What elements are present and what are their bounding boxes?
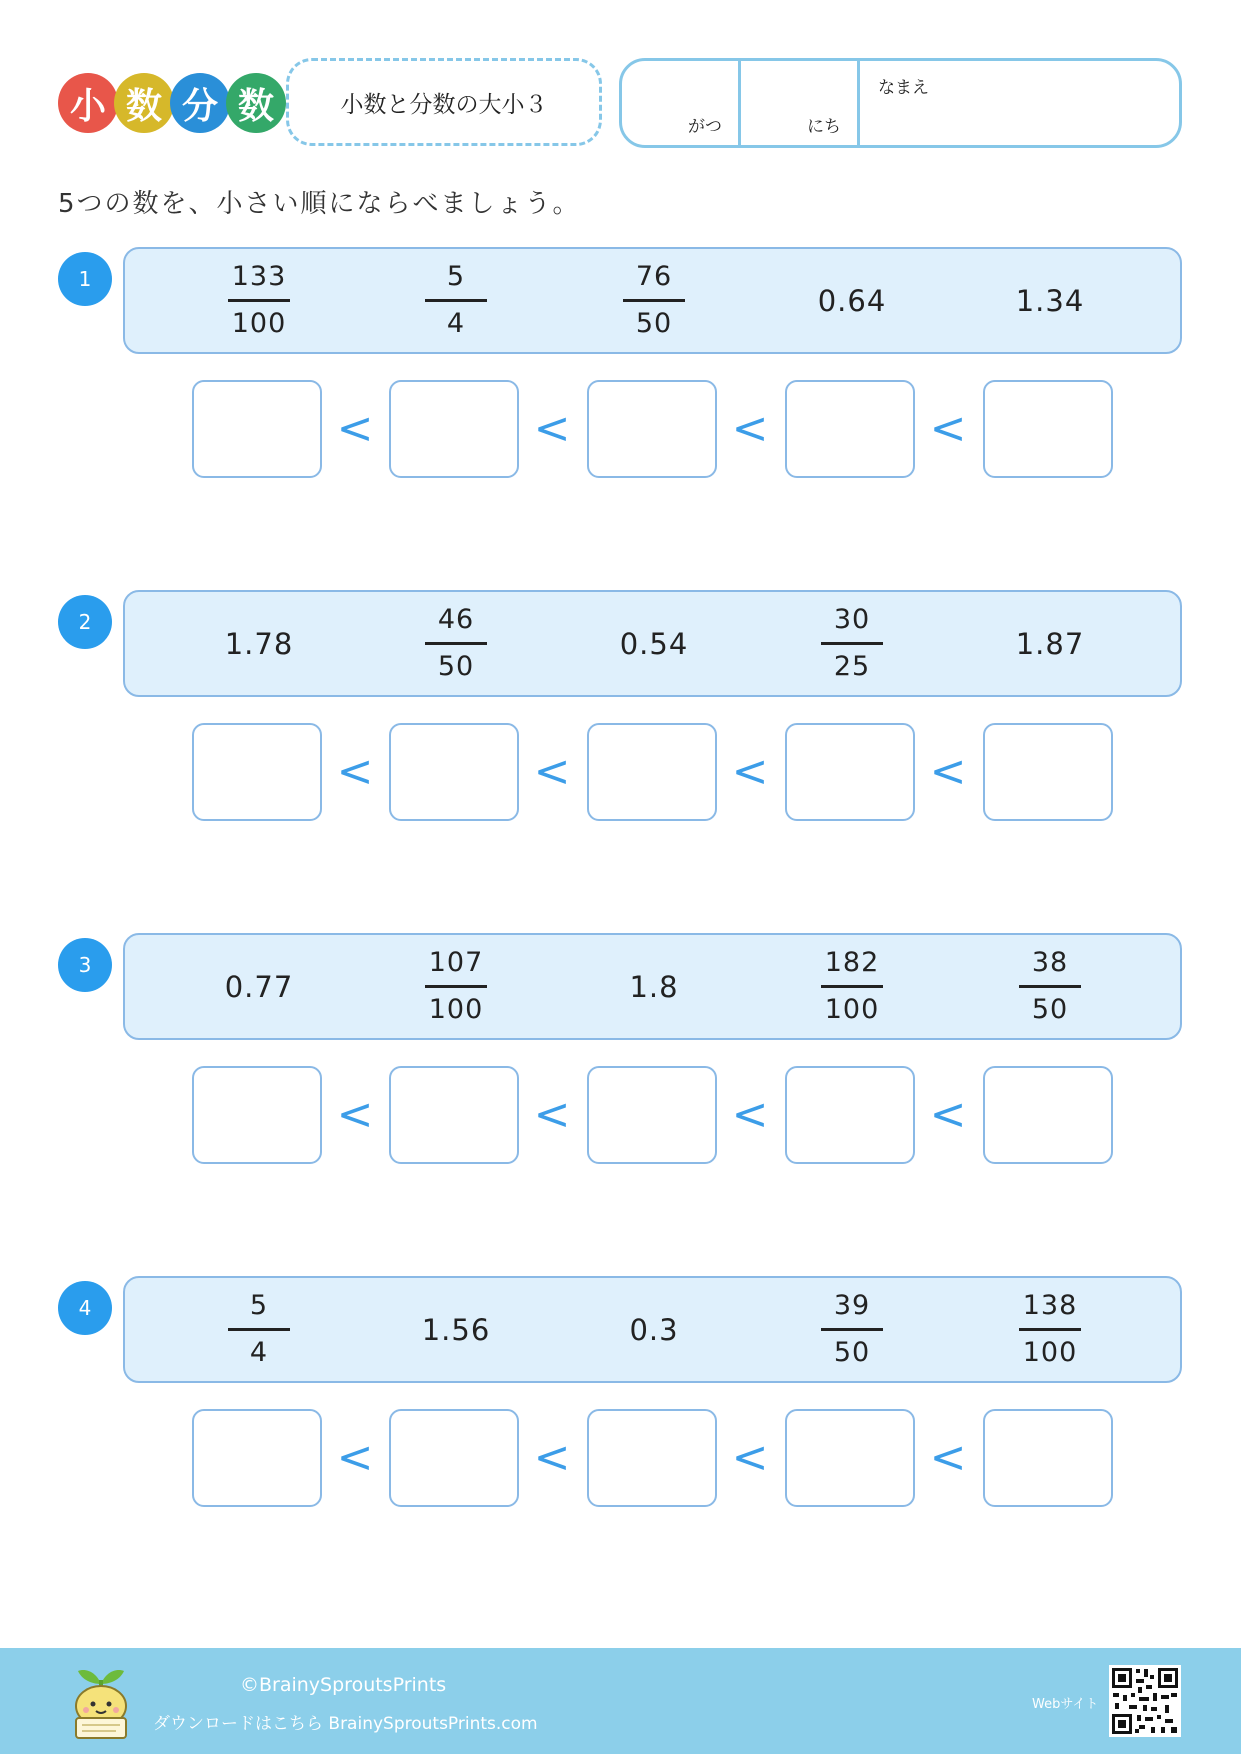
fraction-bar bbox=[1019, 1328, 1081, 1331]
answer-box[interactable] bbox=[983, 723, 1113, 821]
fraction-bar bbox=[425, 642, 487, 645]
answer-box[interactable] bbox=[785, 1409, 915, 1507]
fraction-numerator: 30 bbox=[833, 604, 871, 635]
fraction-numerator: 38 bbox=[1031, 947, 1069, 978]
less-than-symbol: < bbox=[731, 1089, 769, 1140]
fraction-bar bbox=[623, 299, 685, 302]
fraction-value bbox=[782, 935, 922, 1038]
fraction-bar bbox=[821, 985, 883, 988]
date-name-box bbox=[619, 58, 1182, 148]
fraction bbox=[623, 257, 685, 344]
fraction-bar bbox=[425, 299, 487, 302]
decimal-value bbox=[189, 935, 329, 1038]
fraction-bar bbox=[1019, 985, 1081, 988]
answer-box[interactable] bbox=[983, 1066, 1113, 1164]
answer-box[interactable] bbox=[389, 1409, 519, 1507]
decimal-value bbox=[584, 935, 724, 1038]
answer-box[interactable] bbox=[389, 723, 519, 821]
fraction bbox=[228, 257, 290, 344]
less-than-symbol: < bbox=[929, 1432, 967, 1483]
logo-badge-1: 小 bbox=[58, 73, 118, 133]
fraction-value bbox=[782, 592, 922, 695]
fraction bbox=[228, 1286, 290, 1373]
decimal-value bbox=[980, 249, 1120, 352]
logo-badge-2: 数 bbox=[114, 73, 174, 133]
fraction-numerator: 133 bbox=[231, 261, 287, 292]
fraction-denominator: 50 bbox=[635, 308, 673, 339]
number-set-panel bbox=[123, 247, 1182, 354]
fraction-value bbox=[980, 1278, 1120, 1381]
answer-box[interactable] bbox=[587, 380, 717, 478]
fraction-numerator: 182 bbox=[824, 947, 880, 978]
question-number: 2 bbox=[58, 595, 112, 649]
question-number: 3 bbox=[58, 938, 112, 992]
decimal-text: 0.64 bbox=[817, 283, 887, 318]
website-label: Webサイト bbox=[1032, 1697, 1099, 1712]
less-than-symbol: < bbox=[533, 1432, 571, 1483]
fraction-denominator: 25 bbox=[833, 651, 871, 682]
question-number: 4 bbox=[58, 1281, 112, 1335]
less-than-symbol: < bbox=[929, 403, 967, 454]
fraction-bar bbox=[425, 985, 487, 988]
answer-box[interactable] bbox=[587, 723, 717, 821]
less-than-symbol: < bbox=[533, 1089, 571, 1140]
fraction-denominator: 4 bbox=[446, 308, 466, 339]
decimal-text: 1.56 bbox=[421, 1312, 491, 1347]
less-than-symbol: < bbox=[336, 403, 374, 454]
less-than-symbol: < bbox=[929, 746, 967, 797]
fraction-value bbox=[189, 249, 329, 352]
fraction-numerator: 46 bbox=[437, 604, 475, 635]
answer-box[interactable] bbox=[785, 380, 915, 478]
info-divider bbox=[738, 61, 741, 145]
answer-box[interactable] bbox=[587, 1409, 717, 1507]
fraction-value bbox=[189, 1278, 329, 1381]
instruction-text: 5つの数を、小さい順にならべましょう。 bbox=[58, 189, 581, 219]
copyright-text: ©BrainySproutsPrints bbox=[240, 1674, 447, 1696]
fraction-denominator: 50 bbox=[1031, 994, 1069, 1025]
answer-box[interactable] bbox=[587, 1066, 717, 1164]
logo-badge-4: 数 bbox=[226, 73, 286, 133]
question-number: 1 bbox=[58, 252, 112, 306]
fraction-value bbox=[782, 1278, 922, 1381]
answer-box[interactable] bbox=[192, 1409, 322, 1507]
number-set-panel bbox=[123, 590, 1182, 697]
fraction bbox=[821, 600, 883, 687]
fraction bbox=[425, 257, 487, 344]
download-text: ダウンロードはこちら BrainySproutsPrints.com bbox=[153, 1714, 538, 1734]
logo-badges bbox=[58, 73, 282, 133]
fraction-value bbox=[386, 592, 526, 695]
fraction-bar bbox=[821, 1328, 883, 1331]
answer-box[interactable] bbox=[192, 723, 322, 821]
less-than-symbol: < bbox=[929, 1089, 967, 1140]
less-than-symbol: < bbox=[533, 746, 571, 797]
decimal-text: 0.54 bbox=[619, 626, 689, 661]
fraction bbox=[1019, 943, 1081, 1030]
fraction bbox=[425, 600, 487, 687]
less-than-symbol: < bbox=[336, 746, 374, 797]
fraction-bar bbox=[228, 299, 290, 302]
decimal-value bbox=[782, 249, 922, 352]
decimal-value bbox=[980, 592, 1120, 695]
fraction-bar bbox=[821, 642, 883, 645]
less-than-symbol: < bbox=[731, 403, 769, 454]
less-than-symbol: < bbox=[731, 746, 769, 797]
answer-box[interactable] bbox=[983, 380, 1113, 478]
logo-badge-3: 分 bbox=[170, 73, 230, 133]
day-label: にち bbox=[807, 117, 841, 137]
fraction-value bbox=[584, 249, 724, 352]
decimal-value bbox=[386, 1278, 526, 1381]
fraction-numerator: 39 bbox=[833, 1290, 871, 1321]
fraction bbox=[1019, 1286, 1081, 1373]
fraction-value bbox=[386, 935, 526, 1038]
decimal-value bbox=[584, 592, 724, 695]
answer-box[interactable] bbox=[192, 380, 322, 478]
fraction bbox=[821, 1286, 883, 1373]
number-set-panel bbox=[123, 933, 1182, 1040]
fraction-denominator: 100 bbox=[428, 994, 484, 1025]
answer-box[interactable] bbox=[785, 723, 915, 821]
answer-box[interactable] bbox=[983, 1409, 1113, 1507]
fraction bbox=[425, 943, 487, 1030]
fraction bbox=[821, 943, 883, 1030]
fraction-denominator: 100 bbox=[231, 308, 287, 339]
decimal-value bbox=[189, 592, 329, 695]
fraction-numerator: 5 bbox=[249, 1290, 269, 1321]
fraction-denominator: 50 bbox=[437, 651, 475, 682]
decimal-text: 1.34 bbox=[1015, 283, 1085, 318]
answer-box[interactable] bbox=[192, 1066, 322, 1164]
worksheet-title bbox=[286, 58, 602, 146]
fraction-denominator: 4 bbox=[249, 1337, 269, 1368]
decimal-text: 0.3 bbox=[629, 1312, 679, 1347]
fraction-denominator: 100 bbox=[1022, 1337, 1078, 1368]
fraction-numerator: 107 bbox=[428, 947, 484, 978]
footer bbox=[0, 1648, 1241, 1754]
less-than-symbol: < bbox=[731, 1432, 769, 1483]
decimal-text: 1.8 bbox=[629, 969, 679, 1004]
fraction-numerator: 5 bbox=[446, 261, 466, 292]
decimal-text: 1.87 bbox=[1015, 626, 1085, 661]
fraction-bar bbox=[228, 1328, 290, 1331]
decimal-text: 0.77 bbox=[224, 969, 294, 1004]
decimal-text: 1.78 bbox=[224, 626, 294, 661]
sprout-mascot-icon bbox=[68, 1662, 134, 1742]
fraction-numerator: 138 bbox=[1022, 1290, 1078, 1321]
answer-box[interactable] bbox=[389, 380, 519, 478]
less-than-symbol: < bbox=[533, 403, 571, 454]
answer-box[interactable] bbox=[785, 1066, 915, 1164]
less-than-symbol: < bbox=[336, 1089, 374, 1140]
less-than-symbol: < bbox=[336, 1432, 374, 1483]
decimal-value bbox=[584, 1278, 724, 1381]
number-set-panel bbox=[123, 1276, 1182, 1383]
worksheet-title-text: 小数と分数の大小３ bbox=[340, 91, 548, 118]
name-label: なまえ bbox=[878, 78, 929, 98]
fraction-denominator: 100 bbox=[824, 994, 880, 1025]
month-label: がつ bbox=[688, 117, 722, 137]
answer-box[interactable] bbox=[389, 1066, 519, 1164]
info-divider bbox=[857, 61, 860, 145]
fraction-value bbox=[980, 935, 1120, 1038]
qr-code-icon[interactable] bbox=[1109, 1665, 1181, 1737]
fraction-value bbox=[386, 249, 526, 352]
fraction-denominator: 50 bbox=[833, 1337, 871, 1368]
fraction-numerator: 76 bbox=[635, 261, 673, 292]
